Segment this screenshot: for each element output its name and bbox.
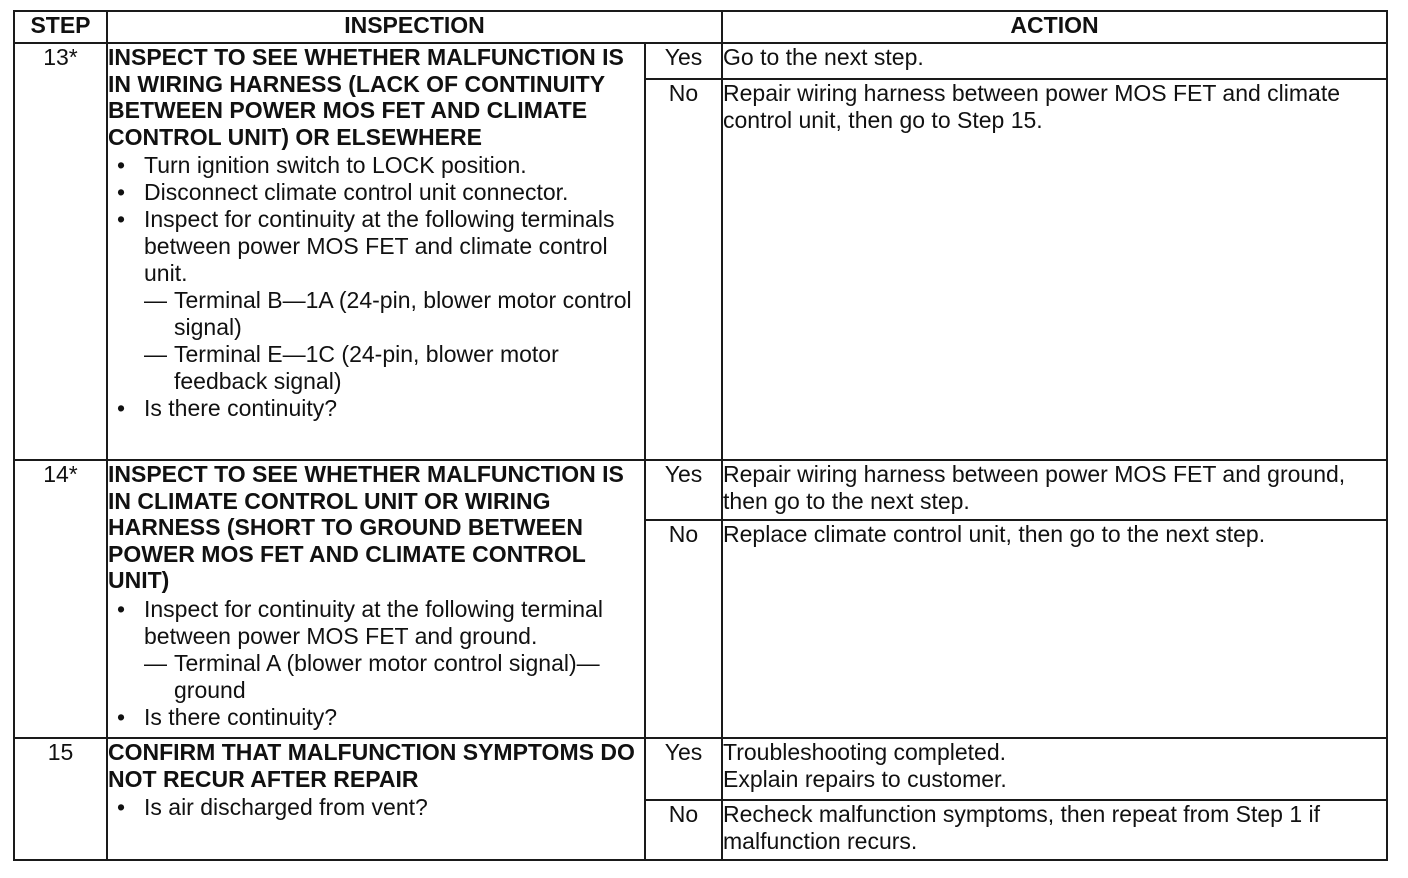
- header-action: ACTION: [722, 11, 1387, 43]
- terminal-item: — Terminal A (blower motor control signal)—ground: [144, 649, 600, 703]
- bullet-icon: •: [117, 206, 126, 232]
- step-13-yes-row: [14, 43, 1387, 79]
- header-inspection: INSPECTION: [107, 11, 722, 43]
- bullet-item: • Inspect for continuity at the following terminals between power MOS FET and climate control unit. — Terminal B—1A (24-pin, blower motor control signal) — Terminal E—1C (24-pin, blower motor feedback signal): [108, 206, 644, 395]
- yes-label: Yes: [645, 738, 722, 800]
- inspection-title: INSPECT TO SEE WHETHER MALFUNCTION IS IN WIRING HARNESS (LACK OF CONTINUITY BETWEEN POWER MOS FET AND CLIMATE CONTROL UNIT) OR ELSEWHERE: [108, 44, 624, 150]
- inspection-bullets: [108, 152, 644, 422]
- yes-label: Yes: [645, 43, 722, 79]
- bullet-icon: •: [117, 395, 126, 421]
- step-number: 15: [14, 738, 107, 860]
- no-label: No: [645, 520, 722, 738]
- bullet-icon: •: [117, 152, 126, 178]
- bullet-item: • Inspect for continuity at the following terminal between power MOS FET and ground. — Terminal A (blower motor control signal)—ground: [108, 596, 644, 704]
- inspection-cell: [107, 460, 645, 738]
- bullet-icon: •: [117, 703, 126, 730]
- yes-action: Repair wiring harness between power MOS FET and ground, then go to the next step.: [722, 460, 1387, 520]
- inspection-cell: [107, 43, 645, 460]
- yes-action-line: Explain repairs to customer.: [723, 766, 1007, 792]
- terminal-list: [144, 650, 644, 704]
- bullet-item: • Is there continuity?: [117, 395, 338, 421]
- diagnostic-table: [13, 10, 1388, 861]
- header-step: STEP: [14, 11, 107, 43]
- yes-label: Yes: [645, 460, 722, 520]
- terminal-item: — Terminal E—1C (24-pin, blower motor feedback signal): [144, 341, 559, 394]
- step-14-yes-row: [14, 460, 1387, 520]
- inspection-title: CONFIRM THAT MALFUNCTION SYMPTOMS DO NOT RECUR AFTER REPAIR: [108, 739, 635, 792]
- inspection-cell: [107, 738, 645, 860]
- terminal-item: — Terminal B—1A (24-pin, blower motor control signal): [144, 287, 632, 340]
- bullet-item: • Is air discharged from vent?: [117, 794, 428, 820]
- inspection-bullets: [108, 794, 644, 821]
- yes-action-line: Troubleshooting completed.: [723, 739, 1007, 765]
- no-label: No: [645, 800, 722, 860]
- yes-action: [722, 738, 1387, 800]
- bullet-icon: •: [117, 595, 126, 622]
- bullet-item: • Disconnect climate control unit connector.: [117, 179, 569, 205]
- terminal-list: [144, 287, 644, 395]
- no-label: No: [645, 79, 722, 460]
- dash-icon: —: [144, 341, 167, 367]
- bullet-icon: •: [117, 179, 126, 205]
- no-action: Repair wiring harness between power MOS FET and climate control unit, then go to Step 15.: [722, 79, 1387, 460]
- no-action: Replace climate control unit, then go to the next step.: [722, 520, 1387, 738]
- bullet-icon: •: [117, 794, 126, 820]
- step-number: 14*: [14, 460, 107, 738]
- bullet-item: • Turn ignition switch to LOCK position.: [117, 152, 527, 178]
- header-row: [14, 11, 1387, 43]
- dash-icon: —: [144, 649, 167, 676]
- dash-icon: —: [144, 287, 167, 313]
- inspection-bullets: [108, 596, 644, 731]
- no-action: Recheck malfunction symptoms, then repeat from Step 1 if malfunction recurs.: [722, 800, 1387, 860]
- step-15-yes-row: [14, 738, 1387, 800]
- bullet-item: • Is there continuity?: [117, 703, 338, 730]
- yes-action: Go to the next step.: [722, 43, 1387, 79]
- inspection-title: INSPECT TO SEE WHETHER MALFUNCTION IS IN CLIMATE CONTROL UNIT OR WIRING HARNESS (SHORT TO GROUND BETWEEN POWER MOS FET AND CLIMATE CONTROL UNIT): [108, 461, 624, 593]
- step-number: 13*: [14, 43, 107, 460]
